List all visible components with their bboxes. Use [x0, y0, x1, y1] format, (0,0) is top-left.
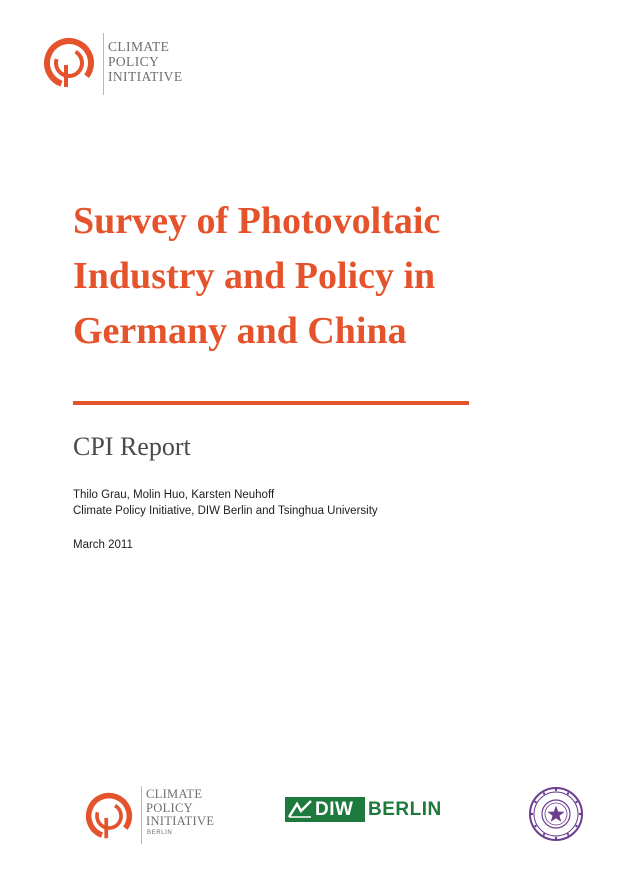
- cpi-berlin-logo: [84, 786, 234, 844]
- logo-divider: [103, 33, 104, 95]
- cpi-logo-text: [108, 39, 182, 84]
- diw-logo-name: DIW: [315, 799, 354, 820]
- cpi-logo-city: BERLIN: [147, 830, 173, 836]
- cpi-swirl-icon: [84, 790, 134, 842]
- diw-logo-city: BERLIN: [368, 799, 442, 820]
- cpi-logo-line: INITIATIVE: [108, 69, 183, 84]
- authors: Thilo Grau, Molin Huo, Karsten Neuhoff: [73, 489, 275, 501]
- cpi-logo-line: POLICY: [146, 800, 193, 815]
- publication-date: March 2011: [73, 539, 133, 551]
- title-divider: [73, 401, 469, 405]
- cpi-swirl-icon: [42, 35, 96, 91]
- report-type: CPI Report: [73, 432, 191, 461]
- cpi-logo-line: POLICY: [108, 54, 160, 69]
- diw-arrow-icon: [287, 800, 313, 819]
- diw-logo-box: [285, 797, 365, 822]
- report-title: [73, 194, 593, 359]
- cpi-logo-line: CLIMATE: [146, 787, 203, 801]
- report-title-line: Survey of Photovoltaic: [73, 200, 441, 242]
- report-title-line: Industry and Policy in: [73, 255, 436, 297]
- cpi-logo-line: INITIATIVE: [146, 814, 215, 828]
- cpi-logo-header: [42, 33, 202, 97]
- cpi-logo-line: CLIMATE: [108, 39, 170, 54]
- affiliation: Climate Policy Initiative, DIW Berlin and Tsinghua University: [73, 505, 378, 517]
- logo-divider: [141, 786, 142, 844]
- report-title-line: Germany and China: [73, 310, 407, 352]
- cpi-logo-text: [146, 788, 214, 829]
- diw-berlin-logo: [285, 797, 440, 823]
- university-seal-icon: [528, 786, 584, 842]
